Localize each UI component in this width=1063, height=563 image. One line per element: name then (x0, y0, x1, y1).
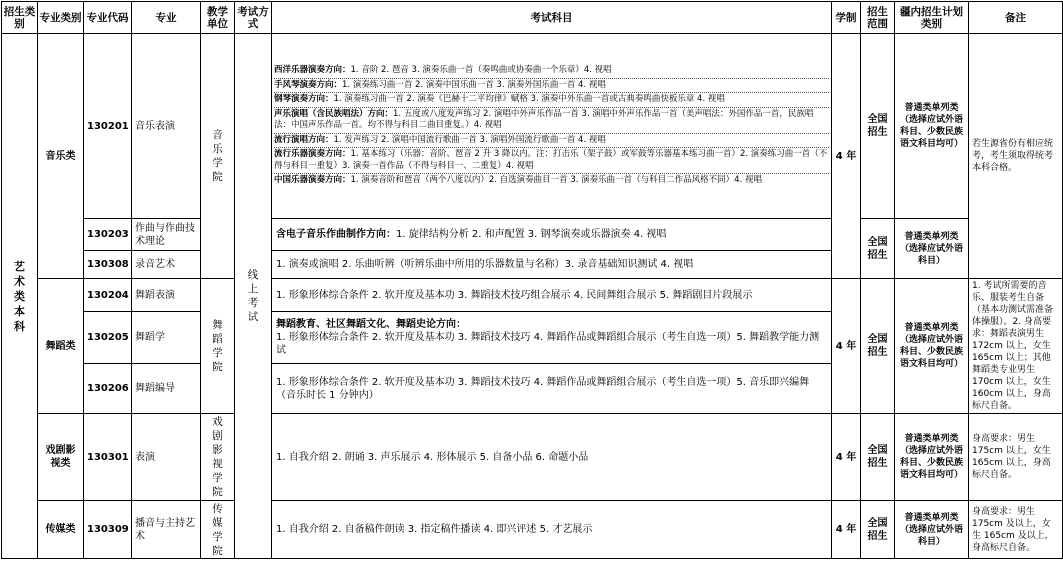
scope-composition: 全国招生 (861, 219, 895, 279)
plan-media: 普通类单列类（选择应试外语科目） (895, 501, 969, 559)
dance-study-subjects: 舞蹈教育、社区舞蹈文化、舞蹈史论方向： 1. 形象形体综合条件 2. 软开度及基本功 3. 舞蹈技术技巧 4. 舞蹈作品或舞蹈组合展示（考生自选一项）5. 舞蹈教学能力测试 (272, 312, 832, 364)
duration-music: 4 年 (832, 34, 861, 279)
scope-media: 全国招生 (861, 501, 895, 559)
group-dance: 舞蹈类 (38, 279, 84, 414)
dance-subjects: 1. 形象形体综合条件 2. 软开度及基本功 3. 舞蹈技术技巧组合展示 4. 民间舞组合展示 5. 舞蹈剧目片段展示 (272, 279, 832, 312)
header-major-code: 专业代码 (84, 2, 132, 34)
plan-composition: 普通类单列类（选择应试外语科目） (895, 219, 969, 279)
media-subjects: 1. 自我介绍 2. 自备稿件朗读 3. 指定稿件播读 4. 即兴评述 5. 才艺展示 (272, 501, 832, 559)
header-major-category: 专业类别 (38, 2, 84, 34)
header-scope: 招生范围 (861, 2, 895, 34)
subject-direction: 手风琴演奏方向：1. 演奏练习曲一首 2. 演奏中国乐曲一首 3. 演奏外国乐曲一首 4. 视唱 (274, 79, 829, 94)
table-row (2, 414, 1063, 501)
header-category: 招生类别 (2, 2, 38, 34)
note-drama: 身高要求：男生 175cm 以上，女生 165cm 以上，身高标尺自备。 (969, 414, 1063, 501)
subject-direction: 钢琴演奏方向：1. 演奏练习曲一首 2. 演奏《巴赫十二平均律》赋格 3. 演奏中外乐曲一首或古典奏鸣曲快板乐章 4. 视唱 (274, 93, 829, 108)
note-media: 身高要求：男生 175cm 及以上，女生 165cm 及以上，身高标尺自备。 (969, 501, 1063, 559)
unit-media: 传媒学院 (201, 501, 235, 559)
major-code: 130201 (84, 34, 132, 219)
note-dance: 1. 考试所需要的音乐、服装考生自备（基本功测试需准备体操服）。2. 身高要求：舞蹈表演男生 172cm 以上，女生 165cm 以上；其他舞蹈类专业男生 170cm 以上，女生 160cm 以上，身高标尺自备。 (969, 279, 1063, 414)
group-media: 传媒类 (38, 501, 84, 559)
major-code: 130301 (84, 414, 132, 501)
duration-media: 4 年 (832, 501, 861, 559)
duration-drama: 4 年 (832, 414, 861, 501)
header-duration: 学制 (832, 2, 861, 34)
group-drama: 戏剧影视类 (38, 414, 84, 501)
major-name: 音乐表演 (132, 34, 201, 219)
header-row (2, 2, 1063, 34)
admissions-table (1, 1, 1063, 559)
subject-direction: 声乐演唱（含民族唱法）方向：1. 五度或八度发声练习 2. 演唱中外声乐作品一首 3. 演唱中外声乐作品一首（美声唱法：外国作品一首，民族唱法：中国声乐作品一首。均不得与科目二曲目重复。）4. 视唱 (274, 108, 829, 134)
drama-subjects: 1. 自我介绍 2. 朗诵 3. 声乐展示 4. 形体展示 5. 自备小品 6. 命题小品 (272, 414, 832, 501)
unit-dance: 舞蹈学院 (201, 279, 235, 414)
major-name: 播音与主持艺术 (132, 501, 201, 559)
plan-dance: 普通类单列类（选择应试外语科目、少数民族语文科目均可） (895, 279, 969, 414)
recording-subjects: 1. 演奏或演唱 2. 乐曲听辨（听辨乐曲中所用的乐器数量与名称）3. 录音基础知识测试 4. 视唱 (272, 251, 832, 279)
subject-direction: 中国乐器演奏方向：1. 演奏音阶和琶音（两个八度以内）2. 自选演奏曲目一首 3. 演奏乐曲一首（与科目二作品风格不同）4. 视唱 (274, 175, 762, 186)
header-exam-subjects: 考试科目 (272, 2, 832, 34)
scope-music: 全国招生 (861, 34, 895, 219)
header-plan-type: 疆内招生计划类别 (895, 2, 969, 34)
note-music: 若生源省份有相应统考，考生须取得统考本科合格。 (969, 34, 1063, 279)
major-code: 130204 (84, 279, 132, 312)
major-code: 130206 (84, 364, 132, 414)
major-code: 130309 (84, 501, 132, 559)
major-name: 舞蹈表演 (132, 279, 201, 312)
table-row (2, 34, 1063, 219)
major-name: 表演 (132, 414, 201, 501)
duration-dance: 4 年 (832, 279, 861, 414)
subject-direction: 流行演唱方向：1. 发声练习 2. 演唱中国流行歌曲一首 3. 演唱外国流行歌曲一首 4. 视唱 (274, 134, 829, 149)
major-code: 130203 (84, 219, 132, 251)
composition-subjects: 含电子音乐作曲制作方向：1. 旋律结构分析 2. 和声配置 3. 钢琴演奏或乐器演奏 4. 视唱 (272, 219, 832, 251)
header-exam-method: 考试方式 (235, 2, 272, 34)
group-music: 音乐类 (38, 34, 84, 279)
scope-drama: 全国招生 (861, 414, 895, 501)
category-cell: 艺术类本科 (2, 34, 38, 559)
subject-direction: 西洋乐器演奏方向：1. 音阶 2. 琶音 3. 演奏乐曲一首（奏鸣曲或协奏曲一个乐章）4. 视唱 (274, 64, 829, 79)
unit-music: 音乐学院 (201, 34, 235, 279)
plan-music: 普通类单列类（选择应试外语科目、少数民族语文科目均可） (895, 34, 969, 219)
header-major: 专业 (132, 2, 201, 34)
exam-method-cell: 线上考试 (235, 34, 272, 559)
major-code: 130308 (84, 251, 132, 279)
choreography-subjects: 1. 形象形体综合条件 2. 软开度及基本功 3. 舞蹈技术技巧 4. 舞蹈作品或舞蹈组合展示（考生自选一项）5. 音乐即兴编舞（音乐时长 1 分钟内） (272, 364, 832, 414)
table-row (2, 279, 1063, 312)
major-name: 录音艺术 (132, 251, 201, 279)
major-name: 舞蹈编导 (132, 364, 201, 414)
subject-direction: 流行乐器演奏方向：1. 基本练习（乐器：音阶、琶音 2 升 3 降以内。注：打击乐（架子鼓）或军鼓等乐器基本练习曲一首）2. 演奏练习曲一首（不得与科目一重复）3. 演奏一首作品（不得与科目一、二重复）4. 视唱 (274, 148, 829, 174)
unit-drama: 戏剧影视学院 (201, 414, 235, 501)
plan-drama: 普通类单列类（选择应试外语科目、少数民族语文科目均可） (895, 414, 969, 501)
header-notes: 备注 (969, 2, 1063, 34)
major-code: 130205 (84, 312, 132, 364)
music-subjects (272, 34, 832, 219)
major-name: 舞蹈学 (132, 312, 201, 364)
header-teaching-unit: 教学单位 (201, 2, 235, 34)
major-name: 作曲与作曲技术理论 (132, 219, 201, 251)
scope-dance: 全国招生 (861, 279, 895, 414)
table-row (2, 219, 1063, 251)
table-row (2, 501, 1063, 559)
